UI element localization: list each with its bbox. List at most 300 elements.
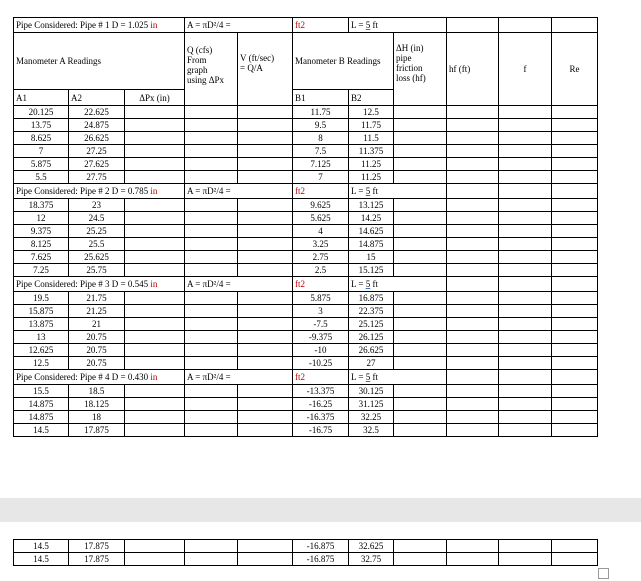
dpx-value xyxy=(125,411,185,424)
v-value xyxy=(238,292,293,305)
dpx-value xyxy=(125,344,185,357)
length-label: L = xyxy=(351,20,364,30)
pipe-considered-row xyxy=(14,370,598,385)
q-value xyxy=(185,292,238,305)
dpx-value xyxy=(125,305,185,318)
b1-value: 9.5 xyxy=(293,119,349,132)
a2-value: 17.875 xyxy=(69,540,125,553)
re-value xyxy=(552,540,598,553)
dpx-value xyxy=(125,385,185,398)
b2-value: 32.75 xyxy=(349,553,394,566)
re-value xyxy=(552,171,598,184)
empty-cell xyxy=(499,18,552,33)
area-formula-cell xyxy=(185,184,293,199)
resize-handle-icon[interactable] xyxy=(598,568,609,579)
v-header: V (ft/sec) = Q/A xyxy=(238,33,293,106)
dh-value xyxy=(394,238,447,251)
a2-value: 22.625 xyxy=(69,106,125,119)
f-value xyxy=(499,225,552,238)
q-value xyxy=(185,132,238,145)
v-value xyxy=(238,171,293,184)
hf-value xyxy=(447,171,499,184)
dpx-value xyxy=(125,357,185,370)
v-value xyxy=(238,132,293,145)
diameter-unit: in xyxy=(150,20,158,30)
empty-cell xyxy=(552,370,598,385)
length-cell xyxy=(349,18,447,33)
a2-value: 18.5 xyxy=(69,385,125,398)
f-value xyxy=(499,212,552,225)
length-unit: ft xyxy=(372,20,378,30)
f-value xyxy=(499,145,552,158)
a1-value: 12 xyxy=(14,212,69,225)
table-row xyxy=(14,385,598,398)
hf-value xyxy=(447,212,499,225)
table-row xyxy=(14,540,598,553)
b2-value: 32.5 xyxy=(349,424,394,437)
b1-value: -10 xyxy=(293,344,349,357)
pipe-considered-label: Pipe Considered: xyxy=(16,20,78,30)
dh-value xyxy=(394,171,447,184)
v-value xyxy=(238,318,293,331)
q-value xyxy=(185,264,238,277)
a1-value: 8.125 xyxy=(14,238,69,251)
dh-value xyxy=(394,158,447,171)
table-row xyxy=(14,411,598,424)
table-row xyxy=(14,132,598,145)
dpx-header: ΔPx (in) xyxy=(125,90,185,106)
a2-value: 20.75 xyxy=(69,357,125,370)
v-value xyxy=(238,305,293,318)
v-value xyxy=(238,264,293,277)
pipe-name: Pipe # 4 D = 0.430 xyxy=(80,372,149,382)
b2-value: 11.25 xyxy=(349,158,394,171)
a1-value: 12.625 xyxy=(14,344,69,357)
b1-value: 7.125 xyxy=(293,158,349,171)
dpx-value xyxy=(125,424,185,437)
b2-value: 12.5 xyxy=(349,106,394,119)
v-value xyxy=(238,225,293,238)
a2-value: 18.125 xyxy=(69,398,125,411)
v-value xyxy=(238,411,293,424)
re-value xyxy=(552,357,598,370)
a1-value: 5.875 xyxy=(14,158,69,171)
empty-cell xyxy=(447,370,499,385)
dpx-value xyxy=(125,158,185,171)
b1-header: B1 xyxy=(293,90,349,106)
f-value xyxy=(499,171,552,184)
dh-value xyxy=(394,385,447,398)
b1-value: 8 xyxy=(293,132,349,145)
area-unit-cell xyxy=(293,184,349,199)
table-row xyxy=(14,171,598,184)
q-value xyxy=(185,553,238,566)
a2-value: 21.25 xyxy=(69,305,125,318)
v-value xyxy=(238,212,293,225)
q-value xyxy=(185,225,238,238)
v-value xyxy=(238,238,293,251)
v-value xyxy=(238,106,293,119)
pipe-title-cell xyxy=(14,370,185,385)
a1-value: 18.375 xyxy=(14,199,69,212)
hf-value xyxy=(447,158,499,171)
hf-value xyxy=(447,238,499,251)
hf-value xyxy=(447,411,499,424)
a2-value: 27.25 xyxy=(69,145,125,158)
dh-value xyxy=(394,318,447,331)
q-value xyxy=(185,318,238,331)
q-value xyxy=(185,385,238,398)
pipe-considered-row xyxy=(14,184,598,199)
manometer-b-header: Manometer B Readings xyxy=(293,33,394,90)
a1-value: 12.5 xyxy=(14,357,69,370)
dpx-value xyxy=(125,119,185,132)
q-value xyxy=(185,540,238,553)
pipe-considered-row xyxy=(14,18,598,33)
hf-value xyxy=(447,344,499,357)
dh-value xyxy=(394,106,447,119)
dh-value xyxy=(394,540,447,553)
b1-value: -16.875 xyxy=(293,553,349,566)
b2-value: 27 xyxy=(349,357,394,370)
dh-value xyxy=(394,411,447,424)
a1-value: 7 xyxy=(14,145,69,158)
b1-value: 5.625 xyxy=(293,212,349,225)
hf-value xyxy=(447,398,499,411)
b1-value: -13.375 xyxy=(293,385,349,398)
dpx-value xyxy=(125,171,185,184)
re-value xyxy=(552,411,598,424)
a2-value: 17.875 xyxy=(69,424,125,437)
re-value xyxy=(552,385,598,398)
b2-header: B2 xyxy=(349,90,394,106)
pipe-considered-label: Pipe Considered: xyxy=(16,186,78,196)
v-value xyxy=(238,344,293,357)
area-unit-cell xyxy=(293,277,349,292)
q-value xyxy=(185,305,238,318)
manometer-a-header: Manometer A Readings xyxy=(14,33,185,90)
dh-value xyxy=(394,553,447,566)
b2-value: 15.125 xyxy=(349,264,394,277)
re-value xyxy=(552,344,598,357)
hf-value xyxy=(447,225,499,238)
q-value xyxy=(185,212,238,225)
re-header: Re xyxy=(552,33,598,106)
b2-value: 26.625 xyxy=(349,344,394,357)
a2-value: 18 xyxy=(69,411,125,424)
re-value xyxy=(552,318,598,331)
f-value xyxy=(499,331,552,344)
pipe-considered-label: Pipe Considered: xyxy=(16,279,78,289)
hf-value xyxy=(447,145,499,158)
a1-header: A1 xyxy=(14,90,69,106)
dh-value xyxy=(394,264,447,277)
dpx-value xyxy=(125,106,185,119)
dpx-value xyxy=(125,331,185,344)
b2-value: 11.25 xyxy=(349,171,394,184)
pipe-title-cell xyxy=(14,18,185,33)
length-unit: ft xyxy=(372,186,378,196)
v-value xyxy=(238,158,293,171)
q-value xyxy=(185,344,238,357)
re-value xyxy=(552,158,598,171)
hf-value xyxy=(447,106,499,119)
v-value xyxy=(238,553,293,566)
re-value xyxy=(552,238,598,251)
area-formula-cell xyxy=(185,18,293,33)
v-value xyxy=(238,119,293,132)
re-value xyxy=(552,199,598,212)
dh-value xyxy=(394,225,447,238)
a1-value: 14.875 xyxy=(14,411,69,424)
b1-value: -16.25 xyxy=(293,398,349,411)
dpx-value xyxy=(125,553,185,566)
empty-cell xyxy=(499,277,552,292)
dpx-value xyxy=(125,251,185,264)
b2-value: 22.375 xyxy=(349,305,394,318)
b2-value: 32.625 xyxy=(349,540,394,553)
diameter-unit: in xyxy=(150,186,158,196)
f-value xyxy=(499,132,552,145)
b2-value: 14.875 xyxy=(349,238,394,251)
hf-value xyxy=(447,331,499,344)
dpx-value xyxy=(125,238,185,251)
area-unit: ft2 xyxy=(295,186,305,196)
dh-value xyxy=(394,199,447,212)
b2-value: 25.125 xyxy=(349,318,394,331)
hf-header: hf (ft) xyxy=(447,33,499,106)
q-value xyxy=(185,238,238,251)
table-row xyxy=(14,212,598,225)
area-formula-label: A = πD²/4 = xyxy=(187,20,231,30)
hf-value xyxy=(447,540,499,553)
b1-value: 9.625 xyxy=(293,199,349,212)
re-value xyxy=(552,225,598,238)
b1-value: 11.75 xyxy=(293,106,349,119)
hf-value xyxy=(447,292,499,305)
b1-value: -9.375 xyxy=(293,331,349,344)
document-page-2 xyxy=(0,522,641,581)
a2-value: 24.5 xyxy=(69,212,125,225)
q-value xyxy=(185,251,238,264)
table-row xyxy=(14,145,598,158)
empty-cell xyxy=(447,18,499,33)
diameter-unit: in xyxy=(150,372,158,382)
b2-value: 11.375 xyxy=(349,145,394,158)
a1-value: 20.125 xyxy=(14,106,69,119)
empty-cell xyxy=(447,277,499,292)
b2-value: 13.125 xyxy=(349,199,394,212)
b1-value: 4 xyxy=(293,225,349,238)
f-value xyxy=(499,357,552,370)
table-row xyxy=(14,318,598,331)
a1-value: 9.375 xyxy=(14,225,69,238)
a1-value: 14.5 xyxy=(14,540,69,553)
table-row xyxy=(14,424,598,437)
b2-value: 14.25 xyxy=(349,212,394,225)
a2-value: 27.625 xyxy=(69,158,125,171)
v-value xyxy=(238,385,293,398)
b2-value: 11.5 xyxy=(349,132,394,145)
hf-value xyxy=(447,199,499,212)
length-unit: ft xyxy=(372,279,378,289)
q-value xyxy=(185,411,238,424)
dpx-value xyxy=(125,212,185,225)
b1-value: 2.5 xyxy=(293,264,349,277)
b1-value: 2.75 xyxy=(293,251,349,264)
empty-cell xyxy=(499,184,552,199)
f-value xyxy=(499,119,552,132)
dh-value xyxy=(394,292,447,305)
b1-value: -7.5 xyxy=(293,318,349,331)
empty-cell xyxy=(447,184,499,199)
area-formula-cell xyxy=(185,370,293,385)
a1-value: 7.25 xyxy=(14,264,69,277)
v-value xyxy=(238,199,293,212)
a2-value: 25.5 xyxy=(69,238,125,251)
dh-value xyxy=(394,212,447,225)
empty-cell xyxy=(499,370,552,385)
f-value xyxy=(499,292,552,305)
b1-value: -10.25 xyxy=(293,357,349,370)
a2-value: 25.75 xyxy=(69,264,125,277)
f-value xyxy=(499,251,552,264)
b2-value: 31.125 xyxy=(349,398,394,411)
a2-value: 20.75 xyxy=(69,344,125,357)
a2-value: 23 xyxy=(69,199,125,212)
f-value xyxy=(499,238,552,251)
v-value xyxy=(238,331,293,344)
a2-value: 21 xyxy=(69,318,125,331)
pipe-considered-label: Pipe Considered: xyxy=(16,372,78,382)
a2-value: 20.75 xyxy=(69,331,125,344)
manometer-data-table xyxy=(13,17,598,437)
area-unit: ft2 xyxy=(295,279,305,289)
diameter-unit: in xyxy=(150,279,158,289)
pipe-name: Pipe # 3 D = 0.545 xyxy=(80,279,149,289)
q-value xyxy=(185,424,238,437)
b2-value: 11.75 xyxy=(349,119,394,132)
dpx-value xyxy=(125,540,185,553)
b1-value: -16.875 xyxy=(293,540,349,553)
area-unit-cell xyxy=(293,370,349,385)
v-value xyxy=(238,398,293,411)
re-value xyxy=(552,398,598,411)
a1-value: 19.5 xyxy=(14,292,69,305)
f-value xyxy=(499,106,552,119)
f-value xyxy=(499,385,552,398)
area-formula-label: A = πD²/4 = xyxy=(187,186,231,196)
re-value xyxy=(552,553,598,566)
re-value xyxy=(552,119,598,132)
length-label: L = xyxy=(351,279,364,289)
f-value xyxy=(499,411,552,424)
area-formula-label: A = πD²/4 = xyxy=(187,279,231,289)
table-row xyxy=(14,238,598,251)
a1-value: 5.5 xyxy=(14,171,69,184)
hf-value xyxy=(447,305,499,318)
re-value xyxy=(552,305,598,318)
b1-value: 5.875 xyxy=(293,292,349,305)
hf-value xyxy=(447,385,499,398)
a2-value: 24.875 xyxy=(69,119,125,132)
v-value xyxy=(238,145,293,158)
empty-cell xyxy=(552,277,598,292)
dpx-value xyxy=(125,199,185,212)
dh-value xyxy=(394,398,447,411)
dpx-value xyxy=(125,318,185,331)
header-row xyxy=(14,33,598,90)
dh-value xyxy=(394,424,447,437)
f-value xyxy=(499,264,552,277)
dpx-value xyxy=(125,225,185,238)
area-unit-cell xyxy=(293,18,349,33)
dh-value xyxy=(394,357,447,370)
v-value xyxy=(238,424,293,437)
re-value xyxy=(552,424,598,437)
length-value: 5 xyxy=(365,372,371,382)
length-label: L = xyxy=(351,372,364,382)
a1-value: 8.625 xyxy=(14,132,69,145)
b2-value: 30.125 xyxy=(349,385,394,398)
b1-value: 7 xyxy=(293,171,349,184)
length-unit: ft xyxy=(372,372,378,382)
b1-value: 3.25 xyxy=(293,238,349,251)
q-value xyxy=(185,145,238,158)
b1-value: 7.5 xyxy=(293,145,349,158)
v-value xyxy=(238,251,293,264)
length-value: 5 xyxy=(365,20,371,30)
table-row xyxy=(14,305,598,318)
q-value xyxy=(185,158,238,171)
dh-value xyxy=(394,305,447,318)
a2-value: 25.25 xyxy=(69,225,125,238)
a1-value: 15.875 xyxy=(14,305,69,318)
pipe-name: Pipe # 2 D = 0.785 xyxy=(80,186,149,196)
f-value xyxy=(499,540,552,553)
pipe-title-cell xyxy=(14,277,185,292)
table-row xyxy=(14,344,598,357)
a2-header: A2 xyxy=(69,90,125,106)
dpx-value xyxy=(125,398,185,411)
b2-value: 15 xyxy=(349,251,394,264)
b2-value: 14.625 xyxy=(349,225,394,238)
q-value xyxy=(185,398,238,411)
dh-header: ΔH (in) pipe friction loss (hf) xyxy=(394,33,447,106)
b1-value: 3 xyxy=(293,305,349,318)
hf-value xyxy=(447,357,499,370)
b2-value: 16.875 xyxy=(349,292,394,305)
dpx-value xyxy=(125,145,185,158)
hf-value xyxy=(447,119,499,132)
a1-value: 14.5 xyxy=(14,553,69,566)
continued-data-table xyxy=(13,539,598,566)
a2-value: 25.625 xyxy=(69,251,125,264)
q-value xyxy=(185,171,238,184)
empty-cell xyxy=(552,18,598,33)
q-value xyxy=(185,199,238,212)
length-value: 5 xyxy=(365,279,371,289)
v-value xyxy=(238,357,293,370)
f-value xyxy=(499,318,552,331)
re-value xyxy=(552,106,598,119)
f-value xyxy=(499,398,552,411)
area-unit: ft2 xyxy=(295,372,305,382)
re-value xyxy=(552,292,598,305)
area-formula-label: A = πD²/4 = xyxy=(187,372,231,382)
area-formula-cell xyxy=(185,277,293,292)
dpx-value xyxy=(125,264,185,277)
